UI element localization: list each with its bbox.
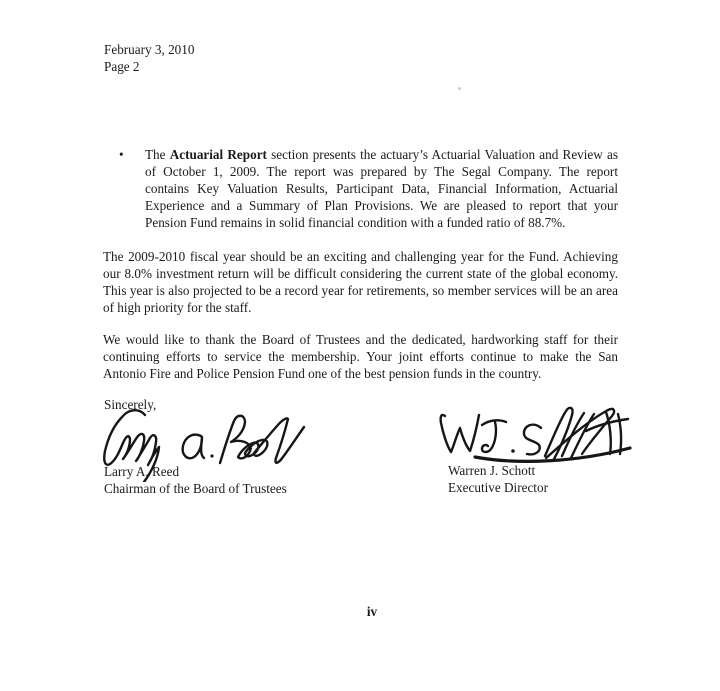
signature-stroke: [482, 422, 496, 452]
paragraph-line: The 2009-2010 fiscal year should be an exciting and challenging year for the Fund. Achieving: [103, 249, 618, 264]
signature-stroke: [482, 420, 506, 425]
paragraph-line: contains Key Valuation Results, Participant Data, Financial Information, Actuarial: [145, 181, 618, 196]
bullet-paragraph-lines: [145, 163, 618, 231]
signature-stroke: [545, 408, 573, 459]
paragraph-line: We would like to thank the Board of Trustees and the dedicated, hardworking staff for their: [103, 332, 618, 347]
signature-stroke: [183, 435, 204, 459]
signature-stroke: [571, 414, 594, 458]
paragraph-line: of high priority for the staff.: [103, 300, 252, 315]
signature-stroke: [606, 412, 611, 454]
signature-stroke: [524, 425, 541, 455]
paragraph-line: our 8.0% investment return will be difficult considering the current state of the global economy.: [103, 266, 618, 281]
signature-underline: [475, 448, 630, 461]
body-paragraph-thanks: [103, 331, 618, 382]
signature-stroke: [546, 409, 614, 458]
paragraph-line: Experience and a Summary of Plan Provisions. We are pleased to report that your: [145, 198, 618, 213]
signature-stroke: [441, 415, 479, 452]
footer-page-number: iv: [366, 604, 378, 619]
signature-stroke: [618, 414, 621, 454]
bullet-marker: •: [119, 147, 124, 162]
signer-title: Executive Director: [448, 480, 548, 495]
paragraph-line: [145, 146, 618, 163]
paragraph-line: of October 1, 2009. The report was prepared by The Segal Company. The report: [145, 164, 618, 179]
signer-title: Chairman of the Board of Trustees: [104, 481, 287, 496]
bullet-paragraph: [145, 146, 618, 231]
warren-schott-signature-image: [438, 404, 634, 468]
bullet-bold-text: Actuarial Report: [169, 147, 267, 162]
body-paragraph-fiscal-year: [103, 248, 618, 316]
signature-stroke: [586, 419, 628, 431]
bullet-rest-text: section presents the actuary’s Actuarial Valuation and Review as: [266, 147, 618, 162]
bullet-lead-text: The: [145, 147, 170, 162]
paragraph-line: This year is also projected to be a record year for retirements, so member services will be an area: [103, 283, 618, 298]
scan-speck: [458, 87, 461, 90]
letter-header: [104, 41, 194, 75]
signature-dot: [210, 454, 213, 457]
paragraph-line: Antonio Fire and Police Pension Fund one of the best pension funds in the country.: [103, 366, 542, 381]
signer-name: Warren J. Schott: [448, 463, 536, 478]
signature-dot: [511, 449, 515, 453]
signature-block-chairman: [104, 463, 287, 497]
signature-block-director: [448, 462, 548, 496]
date-line: February 3, 2010: [104, 42, 195, 57]
closing-line: Sincerely,: [104, 397, 157, 412]
signature-stroke: [562, 413, 584, 456]
signature-stroke: [220, 416, 304, 463]
page-number-line: Page 2: [104, 59, 140, 74]
paragraph-line: continuing efforts to service the membership. Your joint efforts continue to make the San: [103, 349, 618, 364]
signer-name: Larry A. Reed: [104, 464, 180, 479]
paragraph-line: Pension Fund remains in solid financial condition with a funded ratio of 88.7%.: [145, 215, 566, 230]
